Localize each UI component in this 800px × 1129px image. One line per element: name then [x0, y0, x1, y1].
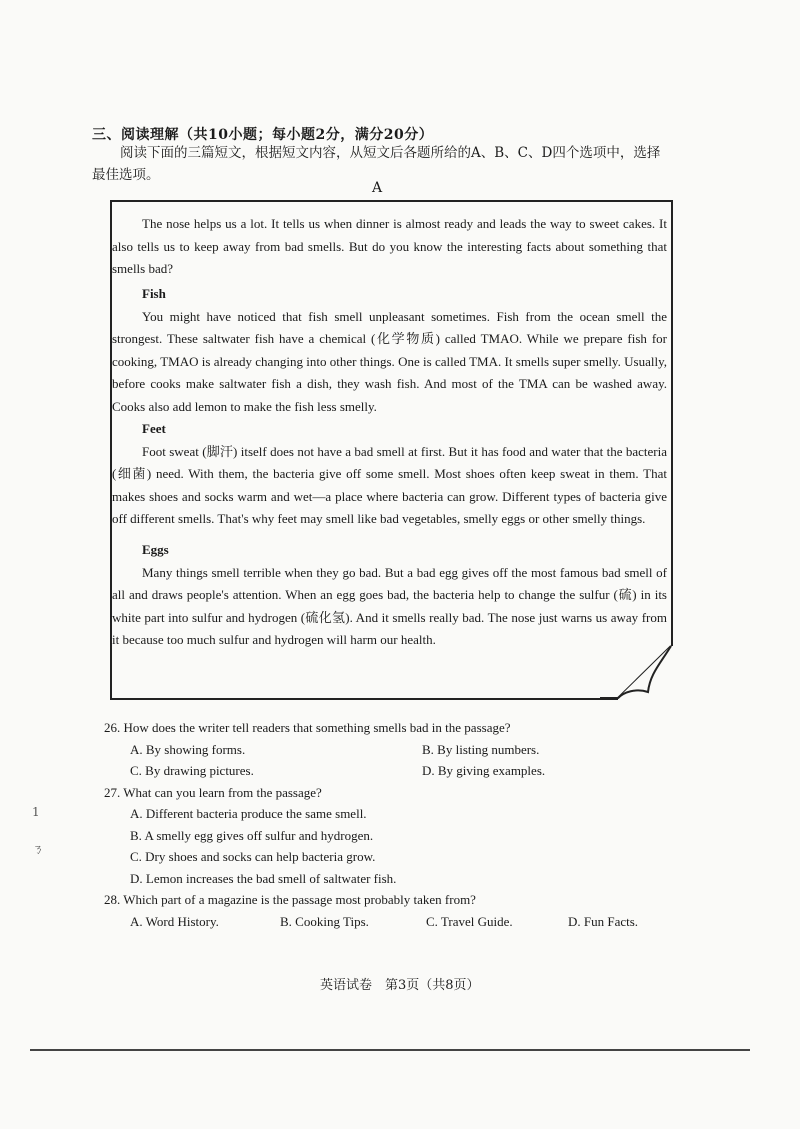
- option-a[interactable]: A. Different bacteria produce the same smell.: [130, 806, 367, 821]
- option-a[interactable]: A. By showing forms.: [130, 741, 246, 757]
- question-28: [104, 889, 664, 932]
- passage-letter: A: [372, 180, 383, 196]
- passage-fish: [112, 283, 667, 419]
- section-instruction: 阅读下面的三篇短文，根据短文内容，从短文后各题所给的A、B、C、D四个选项中，选择最佳选项。: [92, 145, 661, 183]
- question-stem: 28. Which part of a magazine is the passage most probably taken from?: [104, 892, 476, 907]
- option-b[interactable]: B. A smelly egg gives off sulfur and hydrogen.: [130, 827, 374, 843]
- eggs-heading: Eggs: [142, 542, 169, 557]
- option-d[interactable]: D. Fun Facts.: [568, 913, 639, 929]
- question-stem: 27. What can you learn from the passage?: [104, 784, 322, 800]
- option-c[interactable]: C. Travel Guide.: [426, 913, 513, 929]
- option-c[interactable]: C. By drawing pictures.: [130, 763, 254, 778]
- margin-mark: 1: [32, 805, 40, 819]
- margin-mark: ㄋ: [32, 842, 45, 856]
- fish-text: You might have noticed that fish smell unpleasant sometimes. Fish from the ocean smell the strongest. These saltwater fish have a chemical (化学物质) called TMAO. While we prepare fish for cooking, TMAO is already changing into other things. One is called TMA. It smells super smelly. Usually, before cooks make saltwater fish a dish, they wash fish. And most of the TMA can be washed away. Cooks also add lemon to make the fish less smelly.: [112, 308, 667, 414]
- passage-intro: The nose helps us a lot. It tells us when dinner is almost ready and leads the way to sweet cakes. It also tells us to keep away from bad smells. But do you know the interesting facts about something that smells bad?: [112, 216, 667, 277]
- question-stem: 26. How does the writer tell readers that something smells bad in the passage?: [104, 720, 511, 735]
- question-26: [104, 717, 664, 782]
- question-27: [104, 782, 664, 890]
- bottom-rule: [30, 1049, 750, 1051]
- section-title: 三、阅读理解（共10小题；每小题2分，满分20分）: [92, 127, 434, 143]
- feet-heading: Feet: [142, 421, 166, 436]
- passage-frame-right: [671, 200, 673, 646]
- option-b[interactable]: B. By listing numbers.: [422, 741, 540, 757]
- feet-text: Foot sweat (脚汗) itself does not have a bad smell at first. But it has food and water that the bacteria (细菌) need. With them, the bacteria give off some smell. Most shoes often keep sweat in them. That makes shoes and socks warm and wet—a place where bacteria can grow. Different types of bacteria give off different smells. That's why feet may smell like bad vegetables, smelly eggs or other smelly things.: [112, 443, 667, 527]
- page-footer: 英语试卷 第3页（共8页）: [320, 978, 480, 993]
- passage-feet: [112, 418, 667, 531]
- option-d[interactable]: D. By giving examples.: [422, 763, 546, 778]
- option-b[interactable]: B. Cooking Tips.: [280, 913, 369, 929]
- option-c[interactable]: C. Dry shoes and socks can help bacteria grow.: [130, 849, 376, 864]
- question-list: [104, 717, 664, 932]
- fish-heading: Fish: [142, 286, 166, 301]
- eggs-text: Many things smell terrible when they go bad. But a bad egg gives off the most famous bad smell of all and draws people's attention. When an egg goes bad, the bacteria help to change the sulfur (硫) in its white part into sulfur and hydrogen (硫化氢). And it smells really bad. The nose just warns us away from it because too much sulfur and hydrogen will harm our health.: [112, 564, 667, 648]
- passage-eggs: [112, 539, 667, 652]
- option-d[interactable]: D. Lemon increases the bad smell of saltwater fish.: [130, 870, 397, 886]
- option-a[interactable]: A. Word History.: [130, 913, 219, 929]
- passage-frame-bottom: [110, 698, 618, 700]
